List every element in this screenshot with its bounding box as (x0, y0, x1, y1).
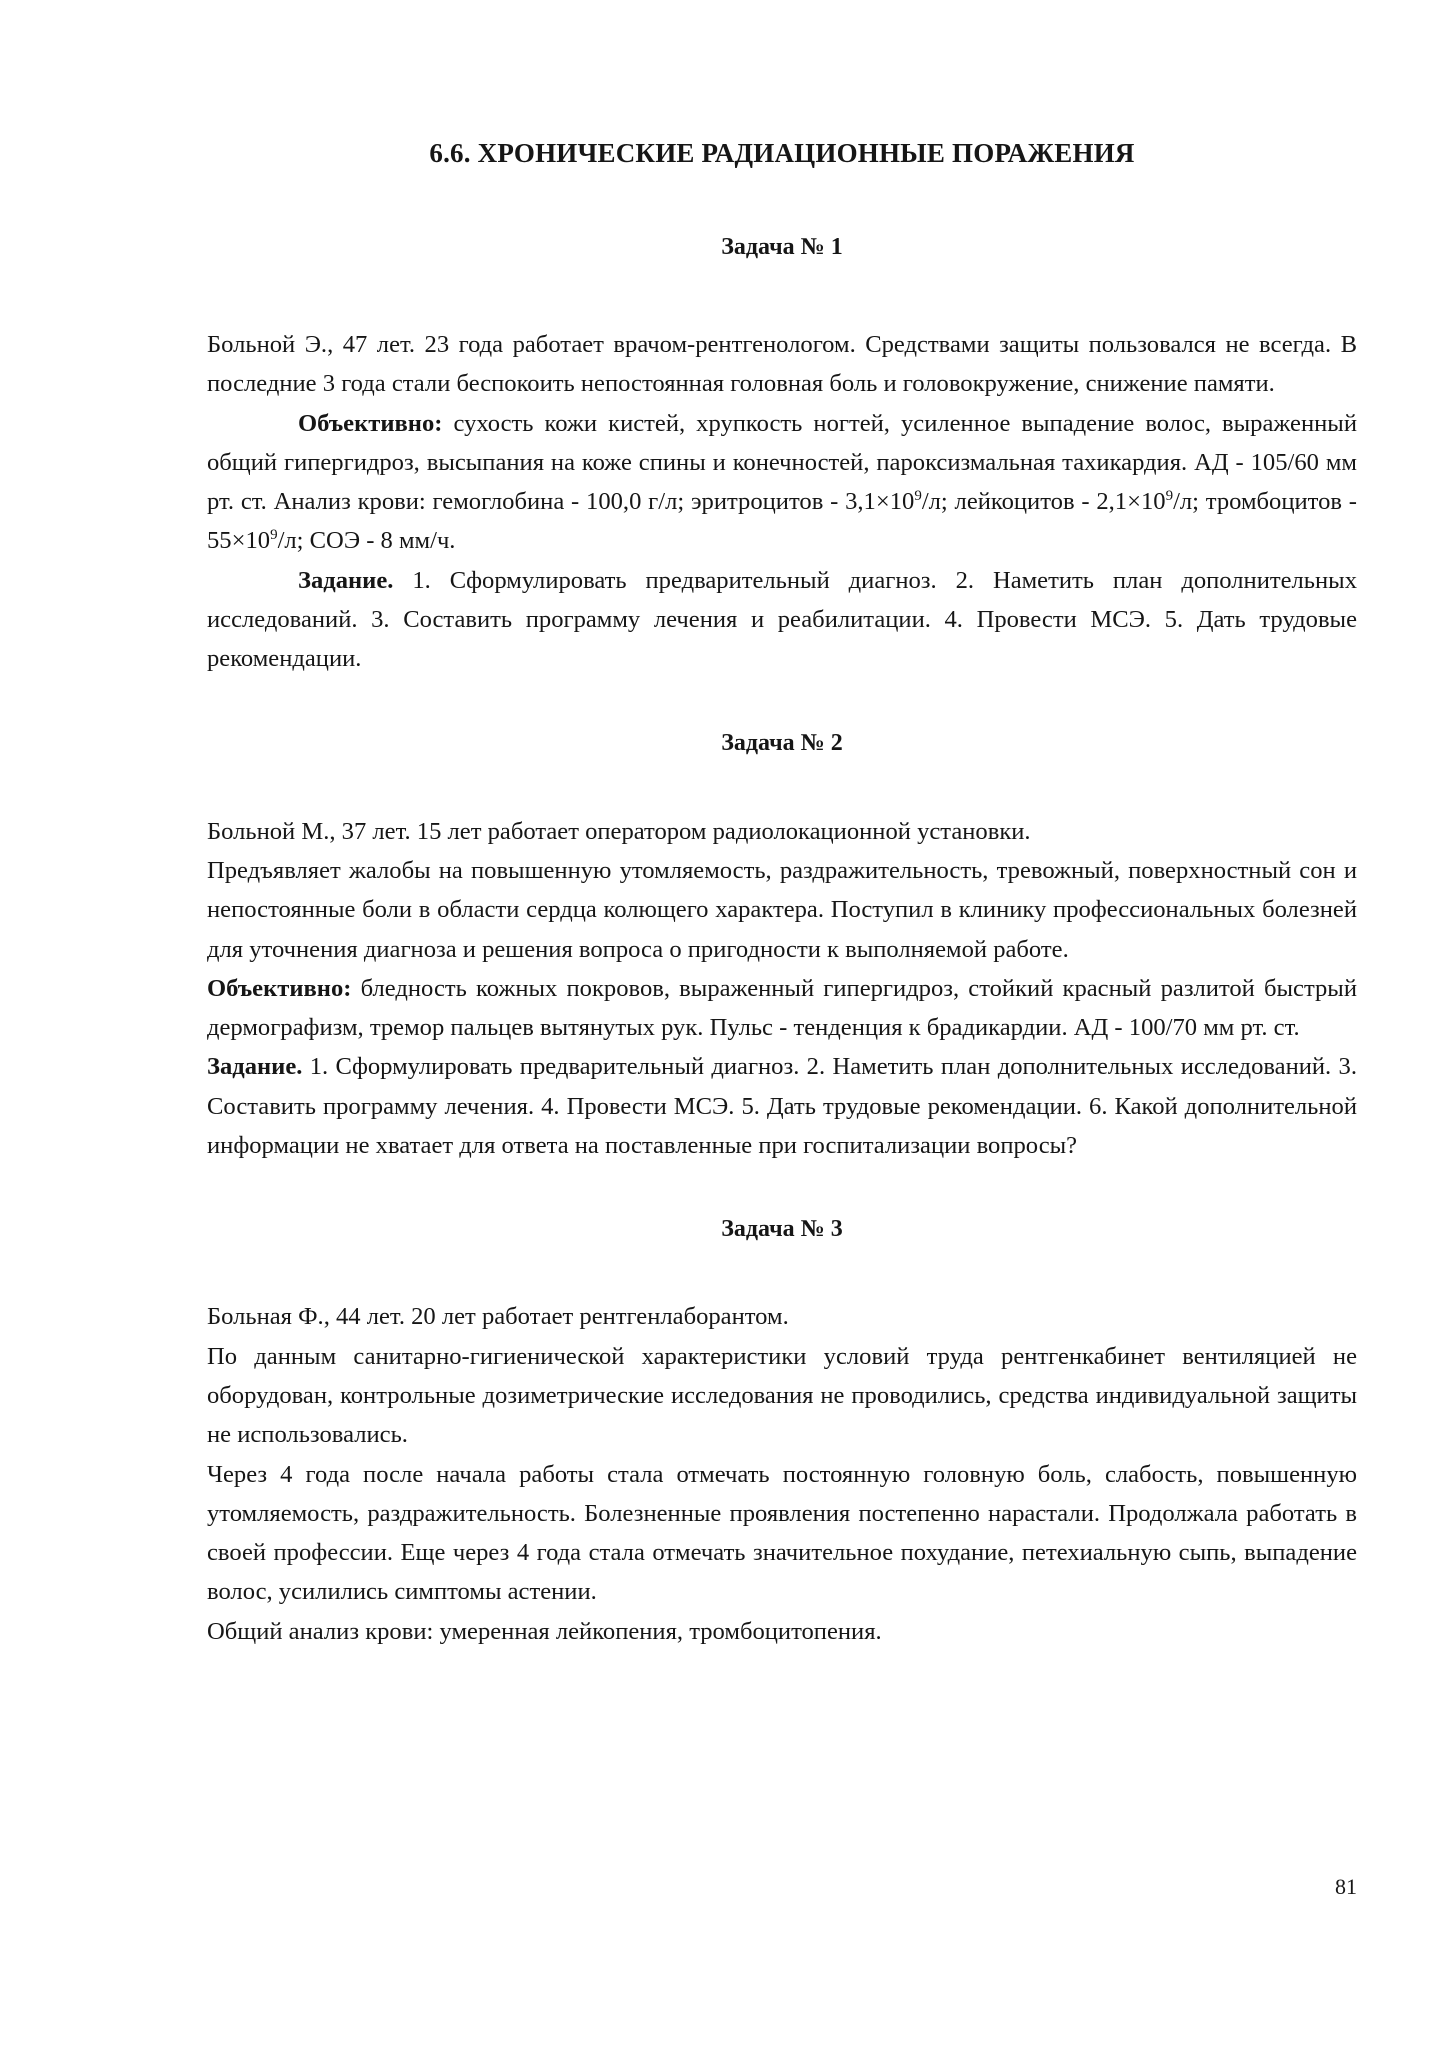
task-2-objective-label: Объективно: (207, 974, 352, 1002)
task-1-assignment-label: Задание. (298, 566, 394, 594)
task-3-blood: Общий анализ крови: умеренная лейкопения, тромбоцитопения. (207, 1617, 882, 1645)
task-1-assignment (207, 561, 1357, 679)
task-2-complaints: Предъявляет жалобы на повышенную утомляемость, раздражительность, тревожный, поверхностный сон и непостоянные боли в области сердца колющего характера. Поступил в клинику профессиональных болезней для уточнения диагноза и решения вопроса о пригодности к выполняемой работе. (207, 856, 1357, 963)
page-number: 81 (1335, 1874, 1357, 1899)
task-3-history: Через 4 года после начала работы стала отмечать постоянную головную боль, слабость, повышенную утомляемость, раздражительность. Болезненные проявления постепенно нарастали. Продолжала работать в своей профессии. Еще через 4 года стала отмечать значительное похудание, петехиальную сыпь, выпадение волос, усилились симптомы астении. (207, 1460, 1357, 1606)
task-3-heading: Задача № 3 (721, 1216, 843, 1243)
task-2-assignment (207, 1047, 1357, 1165)
task-1-objective-text-b: /л; лейкоцитов - 2,1×10 (921, 488, 1166, 516)
task-3-conditions: По данным санитарно-гигиенической характеристики условий труда рентгенкабинет вентиляцией не оборудован, контрольные дозиметрические исследования не проводились, средства индивидуальной защиты не использовались. (207, 1342, 1357, 1449)
task-1-sup-3: 9 (270, 527, 278, 544)
task-2-assignment-text: 1. Сформулировать предварительный диагноз. 2. Наметить план дополнительных исследований. 3. Составить программу лечения. 4. Провести МСЭ. 5. Дать трудовые рекомендации. 6. Какой дополнительной информации не хватает для ответа на поставленные при госпитализации вопросы? (207, 1053, 1357, 1160)
task-3-intro: Больная Ф., 44 лет. 20 лет работает рентгенлаборантом. (207, 1303, 789, 1331)
task-2-objective-text: бледность кожных покровов, выраженный гипергидроз, стойкий красный разлитой быстрый дермографизм, тремор пальцев вытянутых рук. Пульс - тенденция к брадикардии. АД - 100/70 мм рт. ст. (207, 974, 1357, 1042)
task-2-intro: Больной М., 37 лет. 15 лет работает оператором радиолокационной установки. (207, 817, 1031, 845)
task-2-heading: Задача № 2 (721, 729, 843, 756)
task-1-assignment-text: 1. Сформулировать предварительный диагноз. 2. Наметить план дополнительных исследований. 3. Составить программу лечения и реабилитации. 4. Провести МСЭ. 5. Дать трудовые рекомендации. (207, 566, 1357, 673)
task-2-objective (207, 969, 1357, 1048)
task-1-body (207, 325, 1357, 679)
task-1-heading: Задача № 1 (721, 234, 843, 260)
task-3-body (207, 1297, 1357, 1651)
task-1-intro: Больной Э., 47 лет. 23 года работает врачом-рентгенологом. Средствами защиты пользовался не всегда. В последние 3 года стали беспокоить непостоянная головная боль и головокружение, снижение памяти. (207, 331, 1357, 398)
task-1-sup-2: 9 (1165, 488, 1174, 505)
task-1-objective-label: Объективно: (298, 409, 443, 437)
section-title: 6.6. ХРОНИЧЕСКИЕ РАДИАЦИОННЫЕ ПОРАЖЕНИЯ (429, 138, 1135, 168)
task-1-objective-text-a: сухость кожи кистей, хрупкость ногтей, усиленное выпадение волос, выраженный общий гипергидроз, высыпания на коже спины и конечностей, пароксизмальная тахикардия. АД - 105/60 мм рт. ст. Анализ крови: гемоглобина - 100,0 г/л; эритроцитов - 3,1×10 (207, 409, 1357, 516)
task-1-objective-text-c: /л; тромбоцитов - 55×10 (207, 488, 1357, 555)
task-1-sup-1: 9 (914, 488, 922, 505)
task-1-objective-text-d: /л; СОЭ - 8 мм/ч. (277, 527, 456, 555)
task-1-objective (207, 404, 1357, 561)
task-2-body (207, 812, 1357, 1166)
task-2-assignment-label: Задание. (207, 1053, 303, 1081)
